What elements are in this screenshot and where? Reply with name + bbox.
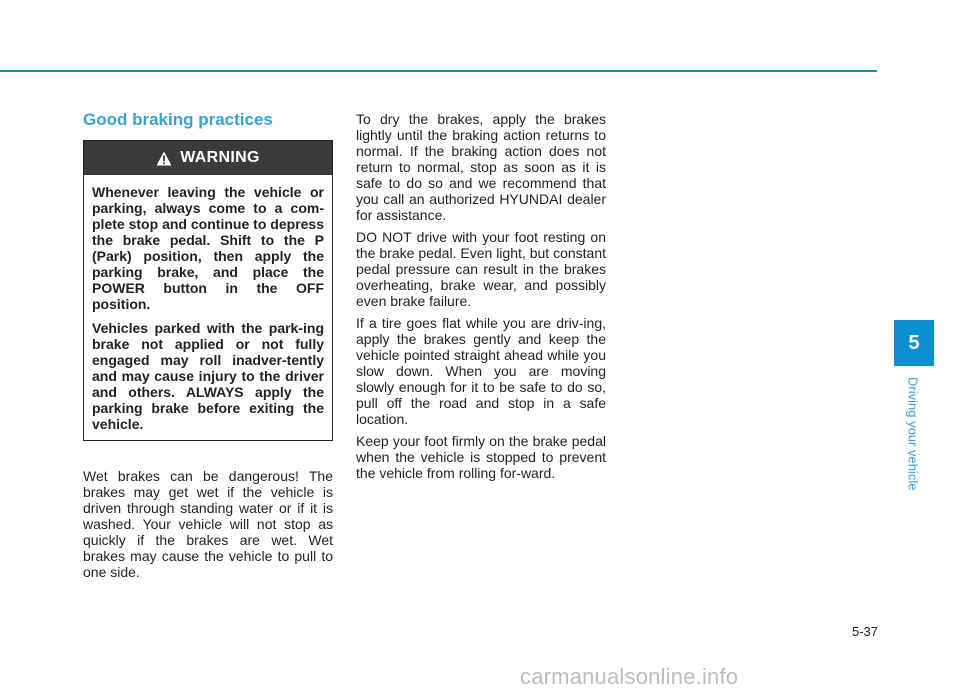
warning-body bbox=[84, 175, 332, 440]
watermark-text: carmanualsonline.info bbox=[520, 664, 739, 689]
body-paragraph: Keep your foot firmly on the brake pedal when the vehicle is stopped to prevent the vehicle from rolling for-ward. bbox=[356, 433, 606, 481]
warning-paragraph: Vehicles parked with the park-ing brake not applied or not fully engaged may roll inadver-tently and may cause injury to the driver and others. ALWAYS apply the parking brake before exiting the vehicle. bbox=[92, 320, 324, 432]
right-body-text bbox=[356, 111, 606, 481]
page-number: 5-37 bbox=[851, 624, 878, 639]
chapter-number-tab: 5 bbox=[894, 320, 934, 366]
body-paragraph: DO NOT drive with your foot resting on the brake pedal. Even light, but constant pedal pressure can result in the brakes overheating, brake wear, and possibly even brake failure. bbox=[356, 229, 606, 309]
right-column bbox=[356, 111, 606, 487]
warning-header bbox=[84, 141, 332, 175]
warning-box bbox=[83, 140, 333, 441]
body-paragraph: To dry the brakes, apply the brakes lightly until the braking action returns to normal. If the braking action does not return to normal, stop as soon as it is safe to do so and we recommend that you call an authorized HYUNDAI dealer for assistance. bbox=[356, 111, 606, 223]
left-body-text bbox=[83, 468, 333, 580]
warning-title: WARNING bbox=[180, 149, 260, 166]
warning-paragraph: Whenever leaving the vehicle or parking, always come to a com-plete stop and continue to depress the brake pedal. Shift to the P (Park) position, then apply the parking brake, and place the POWER button in the OFF position. bbox=[92, 184, 324, 312]
body-paragraph: Wet brakes can be dangerous! The brakes may get wet if the vehicle is driven through standing water or if it is washed. Your vehicle will not stop as quickly if the brakes are wet. Wet brakes may cause the vehicle to pull to one side. bbox=[83, 468, 333, 580]
header-rule bbox=[0, 70, 877, 72]
chapter-label bbox=[903, 370, 923, 498]
section-heading: Good braking practices bbox=[83, 110, 273, 129]
left-column bbox=[83, 108, 333, 580]
body-paragraph: If a tire goes flat while you are driv-ing, apply the brakes gently and keep the vehicle pointed straight ahead while you slow down. When you are moving slowly enough for it to be safe to do so, pull off the road and stop in a safe location. bbox=[356, 315, 606, 427]
chapter-label-text: Driving your vehicle bbox=[905, 377, 921, 491]
warning-triangle-icon bbox=[156, 151, 172, 166]
